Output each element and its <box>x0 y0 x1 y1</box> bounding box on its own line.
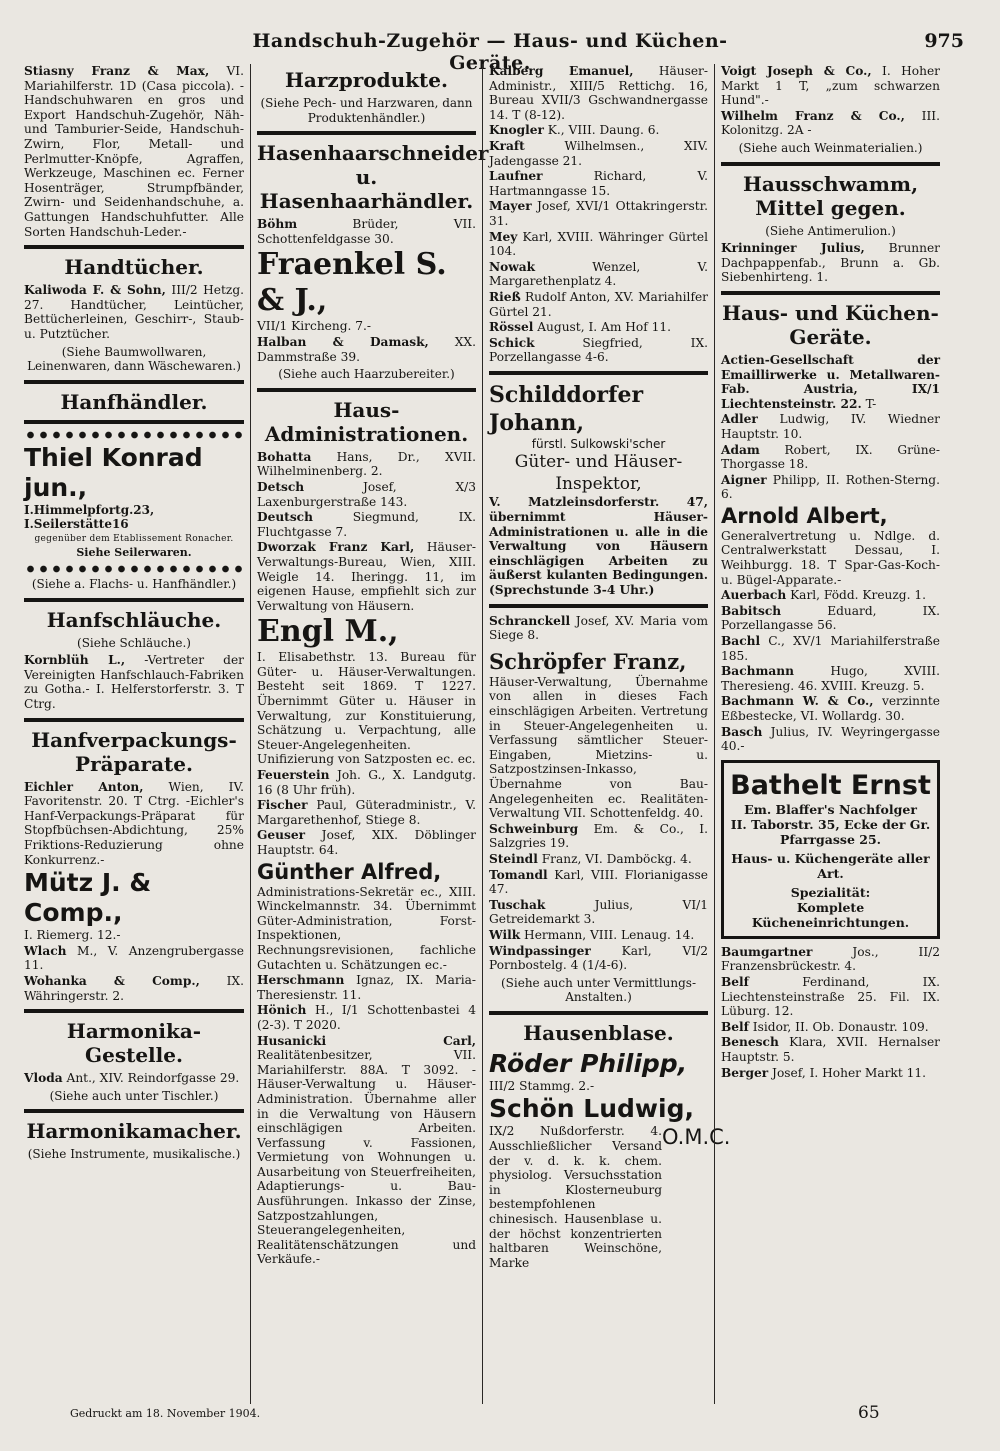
divider <box>24 380 244 384</box>
entry: Schranckell Josef, XV. Maria vom Siege 8. <box>489 613 708 643</box>
section-heading: Harmonikamacher. <box>26 1119 242 1144</box>
advert-name: Schröpfer Franz, <box>489 648 687 674</box>
advert-name: Fraenkel S. & J., <box>257 247 447 319</box>
print-date: Gedruckt am 18. November 1904. <box>70 1407 261 1420</box>
entry: Rieß Rudolf Anton, XV. Mariahilfer Gürtel 21. <box>489 289 708 319</box>
entry: Berger Josef, I. Hoher Markt 11. <box>721 1065 926 1080</box>
entry: Belf Isidor, II. Ob. Donaustr. 109. <box>721 1019 929 1034</box>
entry: I. Riemerg. 12.- <box>24 928 121 943</box>
divider <box>24 1109 244 1113</box>
column-2 <box>250 64 489 1404</box>
divider <box>489 604 708 608</box>
divider <box>24 420 244 424</box>
advert-box <box>721 760 940 939</box>
entry: Häuser-Verwaltung, Übernahme von allen in dieses Fach einschlägigen Arbeiten. Vertretung in Steuer-Angelegenheiten u. Verfassung sämtlicher Steuer-Eingaben, Mietzins- u. Satzpostzinsen-Inkasso, Übernahme von Bau-Angelegenheiten ec. Realitäten-Verwaltung VII. Schottenfeldg. 40. <box>489 674 708 821</box>
advert-line: Em. Blaffer's Nachfolger <box>744 801 917 817</box>
divider <box>24 245 244 249</box>
advert-line: II. Taborstr. 35, Ecke der Gr. Pfarrgasse 25. <box>730 816 931 847</box>
section-heading: Harmonika-Gestelle. <box>66 1019 202 1068</box>
entry: Basch Julius, IV. Weyringergasse 40.- <box>721 724 940 754</box>
entry: Benesch Klara, XVII. Hernalser Hauptstr. 5. <box>721 1035 940 1064</box>
entry: Schweinburg Em. & Co., I. Salzgries 19. <box>489 821 708 851</box>
section-heading: Hanfschläuche. <box>46 607 222 632</box>
ornament-dots <box>24 564 244 574</box>
entry: IX/2 Nußdorferstr. 4. Ausschließlicher Versand der v. d. k. k. chem. physiolog. Versuchsstation in Klosterneuburg bestempfohlenen chinesisch. Hausenblase u. der höchst konzentrierten haltbaren Weinschöne, Marke <box>489 1124 662 1270</box>
entry: Windpassinger Karl, VI/2 Pornbostelg. 4 (1/4-6). <box>489 943 708 973</box>
entry: Administrations-Sekretär ec., XIII. Winckelmannstr. 34. Übernimmt Güter-Administration, Forst-Inspektionen, Rechnungsrevisionen, fachliche Gutachten u. Schätzungen ec.- <box>257 884 476 972</box>
entry: Feuerstein Joh. G., X. Landgutg. 16 (8 Uhr früh). <box>257 768 476 797</box>
advert-name: Engl M., <box>257 614 399 650</box>
divider <box>24 1009 244 1013</box>
see-also-note: (Siehe auch unter Vermittlungs-Anstalten.) <box>500 975 697 1005</box>
advert-line: Haus- u. Küchengeräte aller Art. <box>731 850 930 881</box>
advert-note: gegenüber dem Etablissement Ronacher. <box>34 533 234 544</box>
advert-line: Spezialität: <box>790 884 871 900</box>
advert-block <box>489 1124 731 1271</box>
entry: Actien-Gesellschaft der Emaillirwerke u. Metallwaren-Fab. Austria, IX/1 Liechtensteinstr. 22. T- <box>721 352 940 411</box>
advert-see: Siehe Seilerwaren. <box>76 546 192 560</box>
entry: Dworzak Franz Karl, Häuser-Verwaltungs-Bureau, Wien, XIII. Weigle 14. Iheringg. 11, im eigenen Hause, empfiehlt sich zur Verwaltung von Häusern. <box>257 540 476 613</box>
entry: Kalberg Emanuel, Häuser-Administr., XIII/5 Rettichg. 16, Bureau XVII/3 Gschwandnergasse 14. T (8-12). <box>489 64 709 122</box>
advert-name: Schilddorfer Johann, <box>489 381 644 436</box>
see-also-note: (Siehe Baumwollwaren, Leinenwaren, dann Wäschewaren.) <box>27 344 241 374</box>
entry: Detsch Josef, X/3 Laxenburgerstraße 143. <box>257 479 476 509</box>
divider <box>721 291 940 295</box>
entry: Bachmann Hugo, XVIII. Theresieng. 46. XVIII. Kreuzg. 5. <box>721 664 940 693</box>
page-header <box>0 0 1000 74</box>
entry: III/2 Stammg. 2.- <box>489 1078 595 1093</box>
entry: Adler Ludwig, IV. Wiedner Hauptstr. 10. <box>721 412 940 441</box>
entry: Bachl C., XV/1 Mariahilferstraße 185. <box>721 634 940 663</box>
entry: Rössel August, I. Am Hof 11. <box>489 320 671 335</box>
section-heading: Haus- und Küchen-Geräte. <box>722 300 939 349</box>
see-also-note: (Siehe Schläuche.) <box>77 635 191 650</box>
entry: Adam Robert, IX. Grüne-Thorgasse 18. <box>721 442 940 472</box>
entry: Aigner Philipp, II. Rothen-Sterng. 6. <box>721 472 940 502</box>
entry: V. Matzleinsdorferstr. 47, übernimmt Häuser-Administrationen u. alle in die Verwaltung von Häusern einschlägigen Arbeiten zu äußerst kulanten Bedingungen. (Sprechstunde 3-4 Uhr.) <box>489 495 708 598</box>
entry: Kaliwoda F. & Sohn, III/2 Hetzg. 27. Handtücher, Leintücher, Bettücherleinen, Geschirr-, Staub- u. Putztücher. <box>24 283 244 341</box>
entry: Auerbach Karl, Född. Kreuzg. 1. <box>721 588 926 603</box>
entry: Knogler K., VIII. Daung. 6. <box>489 123 660 138</box>
entry: Böhm Brüder, VII. Schottenfeldgasse 30. <box>257 217 476 246</box>
entry: Fischer Paul, Güteradministr., V. Margarethenhof, Stiege 8. <box>257 798 476 827</box>
see-also-note: (Siehe auch Haarzubereiter.) <box>278 367 455 382</box>
column-3 <box>482 64 731 1404</box>
advert-title: Bathelt Ernst <box>730 769 931 801</box>
signature-number: 65 <box>858 1403 880 1423</box>
section-heading: Haus-Administrationen. <box>264 397 469 446</box>
entry: Baumgartner Jos., II/2 Franzensbrückestr. 4. <box>721 944 940 974</box>
advert-subtitle: fürstl. Sulkowski'scher <box>531 436 666 451</box>
advert-name: Arnold Albert, <box>721 503 888 528</box>
entry: Babitsch Eduard, IX. Porzellangasse 56. <box>721 603 940 633</box>
advert-name: Thiel Konrad jun., <box>24 442 203 502</box>
entry: Wlach M., V. Anzengrubergasse 11. <box>24 943 244 973</box>
section-heading: Handtücher. <box>64 255 204 280</box>
entry: Mayer Josef, XVI/1 Ottakringerstr. 31. <box>489 199 708 228</box>
entry: Bohatta Hans, Dr., XVII. Wilhelminenberg. 2. <box>257 449 476 479</box>
see-also-note: (Siehe a. Flachs- u. Hanfhändler.) <box>31 577 237 592</box>
running-title: Handschuh-Zugehör — Haus- und Küchen-Geräte. <box>252 30 728 74</box>
entry: Voigt Joseph & Co., I. Hoher Markt 1 T, „zum schwarzen Hund".- <box>721 64 940 108</box>
see-also-note: (Siehe Instrumente, musikalische.) <box>27 1147 241 1162</box>
section-heading: Harzprodukte. <box>285 68 448 92</box>
ornament-dots <box>24 430 244 440</box>
entry: Tomandl Karl, VIII. Florianigasse 47. <box>489 867 708 897</box>
entry: Schick Siegfried, IX. Porzellangasse 4-6. <box>489 335 708 365</box>
advert-address: I.Himmelpfortg.23, I.Seilerstätte16 <box>24 502 155 532</box>
divider <box>721 162 940 166</box>
entry: Stiasny Franz & Max, VI. Mariahilferstr. 1D (Casa piccola). -Handschuhwaren en gros und Export Handschuh-Zugehör, Näh- und Tamburier-Seide, Handschuh-Zwirn, Flor, Metall- und Perlmutter-Knöpfe, Agraffen, Werkzeuge, Maschinen ec. Ferner Hosenträger, Strumpfbänder, Zwirn- und Seidenhandschuhe, a. Gattungen Handschuhfutter. Alle Sorten Handschuh-Leder.- <box>24 64 244 239</box>
section-heading: Hanfhändler. <box>60 389 208 414</box>
entry: Kornblüh L., -Vertreter der Vereinigten Hanfschlauch-Fabriken zu Gotha.- I. Helferstorferstr. 3. T Ctrg. <box>24 653 244 712</box>
entry: Geuser Josef, XIX. Döblinger Hauptstr. 64. <box>257 828 476 857</box>
entry: Deutsch Siegmund, IX. Fluchtgasse 7. <box>257 510 476 539</box>
entry: Steindl Franz, VI. Damböckg. 4. <box>489 851 692 866</box>
entry: Vloda Ant., XIV. Reindorfgasse 29. <box>24 1071 240 1086</box>
entry: Laufner Richard, V. Hartmanngasse 15. <box>489 169 708 198</box>
see-also-note: (Siehe auch Weinmaterialien.) <box>738 140 923 155</box>
see-also-note: (Siehe auch unter Tischler.) <box>49 1088 219 1103</box>
divider <box>24 718 244 722</box>
divider <box>257 388 476 392</box>
entry: Wilk Hermann, VIII. Lenaug. 14. <box>489 927 695 942</box>
advert-name: Mütz J. & Comp., <box>24 868 152 928</box>
entry: Wohanka & Comp., IX. Währingerstr. 2. <box>24 973 244 1003</box>
entry: Mey Karl, XVIII. Währinger Gürtel 104. <box>489 229 708 259</box>
entry: Husanicki Carl, Realitätenbesitzer, VII. Mariahilferstr. 88A. T 3092. -Häuser-Verwaltung u. Häuser-Administration. Übernahme aller in die Verwaltung von Häusern einschlägigen Arbeiten. Verfassung v. Fassionen, Vermietung von Wohnungen u. Ausarbeitung von Steuerfreiheiten, Adaptierungs- u. Bau-Ausführungen. Inkasso der Zinse, Satzpostzahlungen, Steuerangelegenheiten, Realitätenschätzungen und Verkäufe.- <box>257 1033 476 1267</box>
advert-name: Röder Philipp, <box>489 1048 688 1078</box>
see-also-note: (Siehe Pech- und Harzwaren, dann Produktenhändler.) <box>260 96 473 125</box>
divider <box>24 598 244 602</box>
entry: Halban & Damask, XX. Dammstraße 39. <box>257 334 476 364</box>
trademark-mark: O.M.C. <box>662 1125 731 1150</box>
section-heading: Hanfverpackungs-Präparate. <box>31 727 237 776</box>
divider <box>257 131 476 135</box>
column-4 <box>714 64 946 1404</box>
entry: Kraft Wilhelmsen., XIV. Jadengasse 21. <box>489 138 708 168</box>
advert-name: Schön Ludwig, <box>489 1094 694 1124</box>
see-also-note: (Siehe Antimerulion.) <box>765 223 896 238</box>
advert-name: Günther Alfred, <box>257 859 442 884</box>
divider <box>489 371 708 375</box>
entry: Herschmann Ignaz, IX. Maria-Theresienstr. 11. <box>257 973 476 1002</box>
entry: Hönich H., I/1 Schottenbastei 4 (2-3). T 2020. <box>257 1003 476 1032</box>
section-heading: Hausenblase. <box>523 1020 674 1045</box>
advert-line: Komplete Kücheneinrichtungen. <box>751 899 910 930</box>
page-footer <box>0 1403 1000 1433</box>
columns <box>18 64 946 1404</box>
entry: Eichler Anton, Wien, IV. Favoritenstr. 20. T Ctrg. -Eichler's Hanf-Verpackungs-Präparat für Stopfbüchsen-Abdichtung, 25% Friktions-Reduzierung ohne Konkurrenz.- <box>24 779 244 867</box>
column-1 <box>18 64 250 1404</box>
section-heading: Hasenhaarschneider u. Hasenhaarhändler. <box>257 141 489 214</box>
entry: Bachmann W. & Co., verzinnte Eßbestecke, VI. Wollardg. 30. <box>721 694 940 723</box>
entry: Tuschak Julius, VI/1 Getreidemarkt 3. <box>489 897 708 927</box>
advert-role: Güter- und Häuser-Inspektor, <box>514 452 683 495</box>
entry: Wilhelm Franz & Co., III. Kolonitzg. 2A - <box>721 108 940 138</box>
entry: Krinninger Julius, Brunner Dachpappenfab., Brunn a. Gb. Siebenhirteng. 1. <box>721 241 940 285</box>
section-heading: Hausschwamm, Mittel gegen. <box>742 171 919 220</box>
entry: Generalvertretung u. Ndlge. d. Centralwerkstatt Dessau, I. Weihburgg. 18. T Spar-Gas-Koch- u. Bügel-Apparate.- <box>721 528 940 587</box>
entry: VII/1 Kircheng. 7.- <box>257 319 372 334</box>
entry: Nowak Wenzel, V. Margarethenplatz 4. <box>489 259 708 289</box>
entry: I. Elisabethstr. 13. Bureau für Güter- u. Häuser-Verwaltungen. Besteht seit 1869. T 1227. Übernimmt Güter u. Häuser in Verwaltung, zur Konstituierung, Schätzung u. Verpachtung, alle Steuer-Angelegenheiten. Unifizierung von Satzposten ec. ec. <box>257 650 476 767</box>
divider <box>489 1011 708 1015</box>
entry: Belf Ferdinand, IX. Liechtensteinstraße 25. Fil. IX. Lüburg. 12. <box>721 974 940 1019</box>
page-number: 975 <box>924 30 964 52</box>
